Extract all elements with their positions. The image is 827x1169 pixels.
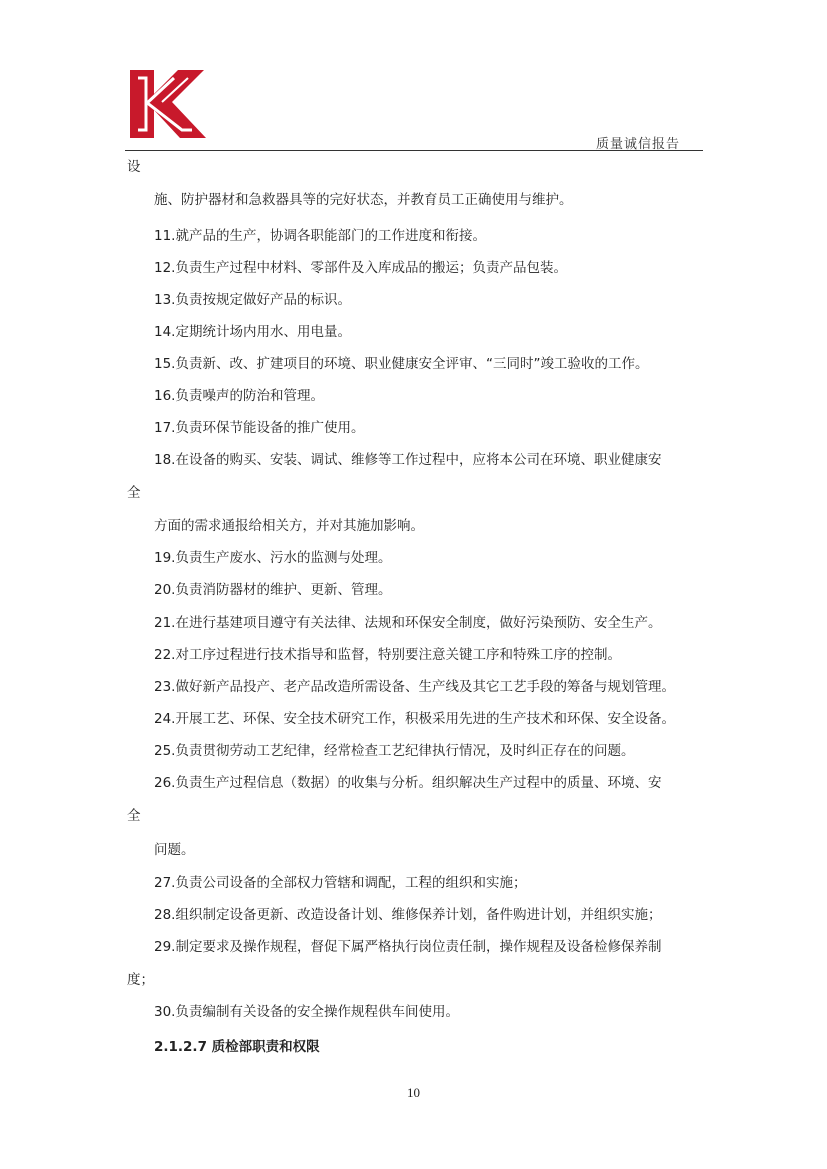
list-item: 29.制定要求及操作规程，督促下属严格执行岗位责任制，操作规程及设备检修保养制 — [154, 939, 662, 955]
list-item: 21.在进行基建项目遵守有关法律、法规和环保安全制度，做好污染预防、安全生产。 — [154, 615, 662, 631]
text-line: 方面的需求通报给相关方，并对其施加影响。 — [154, 518, 424, 534]
text-line: 问题。 — [154, 842, 195, 858]
list-item: 14.定期统计场内用水、用电量。 — [154, 324, 351, 340]
list-item: 19.负责生产废水、污水的监测与处理。 — [154, 550, 392, 566]
company-logo — [128, 68, 208, 140]
list-item: 26.负责生产过程信息（数据）的收集与分析。组织解决生产过程中的质量、环境、安 — [154, 775, 662, 791]
list-item: 18.在设备的购买、安装、调试、维修等工作过程中，应将本公司在环境、职业健康安 — [154, 452, 662, 468]
list-item: 22.对工序过程进行技术指导和监督，特别要注意关键工序和特殊工序的控制。 — [154, 647, 621, 663]
page-number: 10 — [407, 1085, 420, 1100]
section-heading: 2.1.2.7 质检部职责和权限 — [154, 1039, 320, 1055]
list-item: 17.负责环保节能设备的推广使用。 — [154, 420, 365, 436]
text-line: 施、防护器材和急救器具等的完好状态，并教育员工正确使用与维护。 — [154, 192, 573, 208]
header-divider — [125, 150, 703, 151]
text-line: 度； — [127, 972, 154, 988]
list-item: 25.负责贯彻劳动工艺纪律，经常检查工艺纪律执行情况，及时纠正存在的问题。 — [154, 743, 635, 759]
text-line: 全 — [127, 485, 141, 501]
list-item: 11.就产品的生产，协调各职能部门的工作进度和衔接。 — [154, 228, 486, 244]
list-item: 12.负责生产过程中材料、零部件及入库成品的搬运；负责产品包装。 — [154, 260, 567, 276]
text-line: 全 — [127, 808, 141, 824]
list-item: 16.负责噪声的防治和管理。 — [154, 388, 324, 404]
list-item: 30.负责编制有关设备的安全操作规程供车间使用。 — [154, 1004, 459, 1020]
list-item: 24.开展工艺、环保、安全技术研究工作，积极采用先进的生产技术和环保、安全设备。 — [154, 711, 675, 727]
list-item: 23.做好新产品投产、老产品改造所需设备、生产线及其它工艺手段的筹备与规划管理。 — [154, 679, 675, 695]
list-item: 20.负责消防器材的维护、更新、管理。 — [154, 582, 392, 598]
list-item: 13.负责按规定做好产品的标识。 — [154, 292, 351, 308]
list-item: 27.负责公司设备的全部权力管辖和调配，工程的组织和实施； — [154, 875, 527, 891]
list-item: 28.组织制定设备更新、改造设备计划、维修保养计划，备件购进计划，并组织实施； — [154, 907, 662, 923]
header-title: 质量诚信报告 — [596, 137, 681, 152]
text-line: 设 — [127, 159, 141, 175]
list-item: 15.负责新、改、扩建项目的环境、职业健康安全评审、“三同时”竣工验收的工作。 — [154, 356, 649, 372]
